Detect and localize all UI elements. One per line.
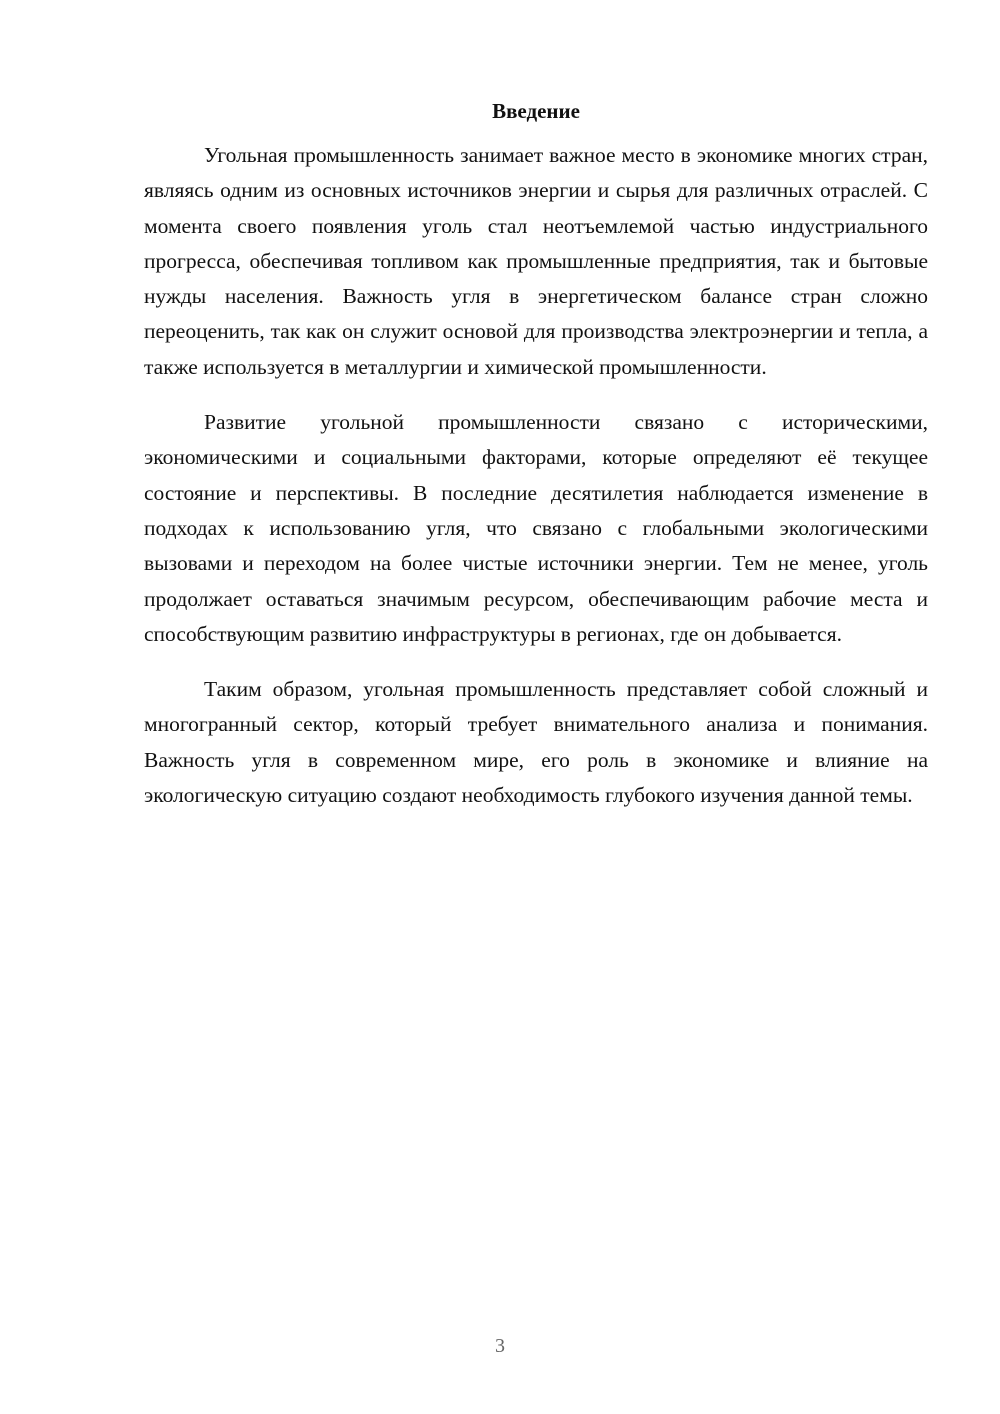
page-number: 3	[495, 1335, 505, 1357]
paragraph-3: Таким образом, угольная промышленность представляет собой сложный и многогранный сектор, который требует внимательного анализа и понимания. Важность угля в современном мире, его роль в экономике и влияние на экологическую ситуацию создают необходимость глубокого изучения данной темы.	[144, 677, 928, 808]
paragraph-2: Развитие угольной промышленности связано с историческими, экономическими и социальными факторами, которые определяют её текущее состояние и перспективы. В последние десятилетия наблюдается изменение в подходах к использованию угля, что связано с глобальными экологическими вызовами и переходом на более чистые источники энергии. Тем не менее, уголь продолжает оставаться значимым ресурсом, обеспечивающим рабочие места и способствующим развитию инфраструктуры в регионах, где он добывается.	[144, 410, 928, 646]
section-heading: Введение	[492, 99, 580, 123]
page-content	[144, 96, 928, 833]
paragraph-1: Угольная промышленность занимает важное место в экономике многих стран, являясь одним из основных источников энергии и сырья для различных отраслей. С момента своего появления уголь стал неотъемлемой частью индустриального прогресса, обеспечивая топливом как промышленные предприятия, так и бытовые нужды населения. Важность угля в энергетическом балансе стран сложно переоценить, так как он служит основой для производства электроэнергии и тепла, а также используется в металлургии и химической промышленности.	[144, 143, 928, 379]
